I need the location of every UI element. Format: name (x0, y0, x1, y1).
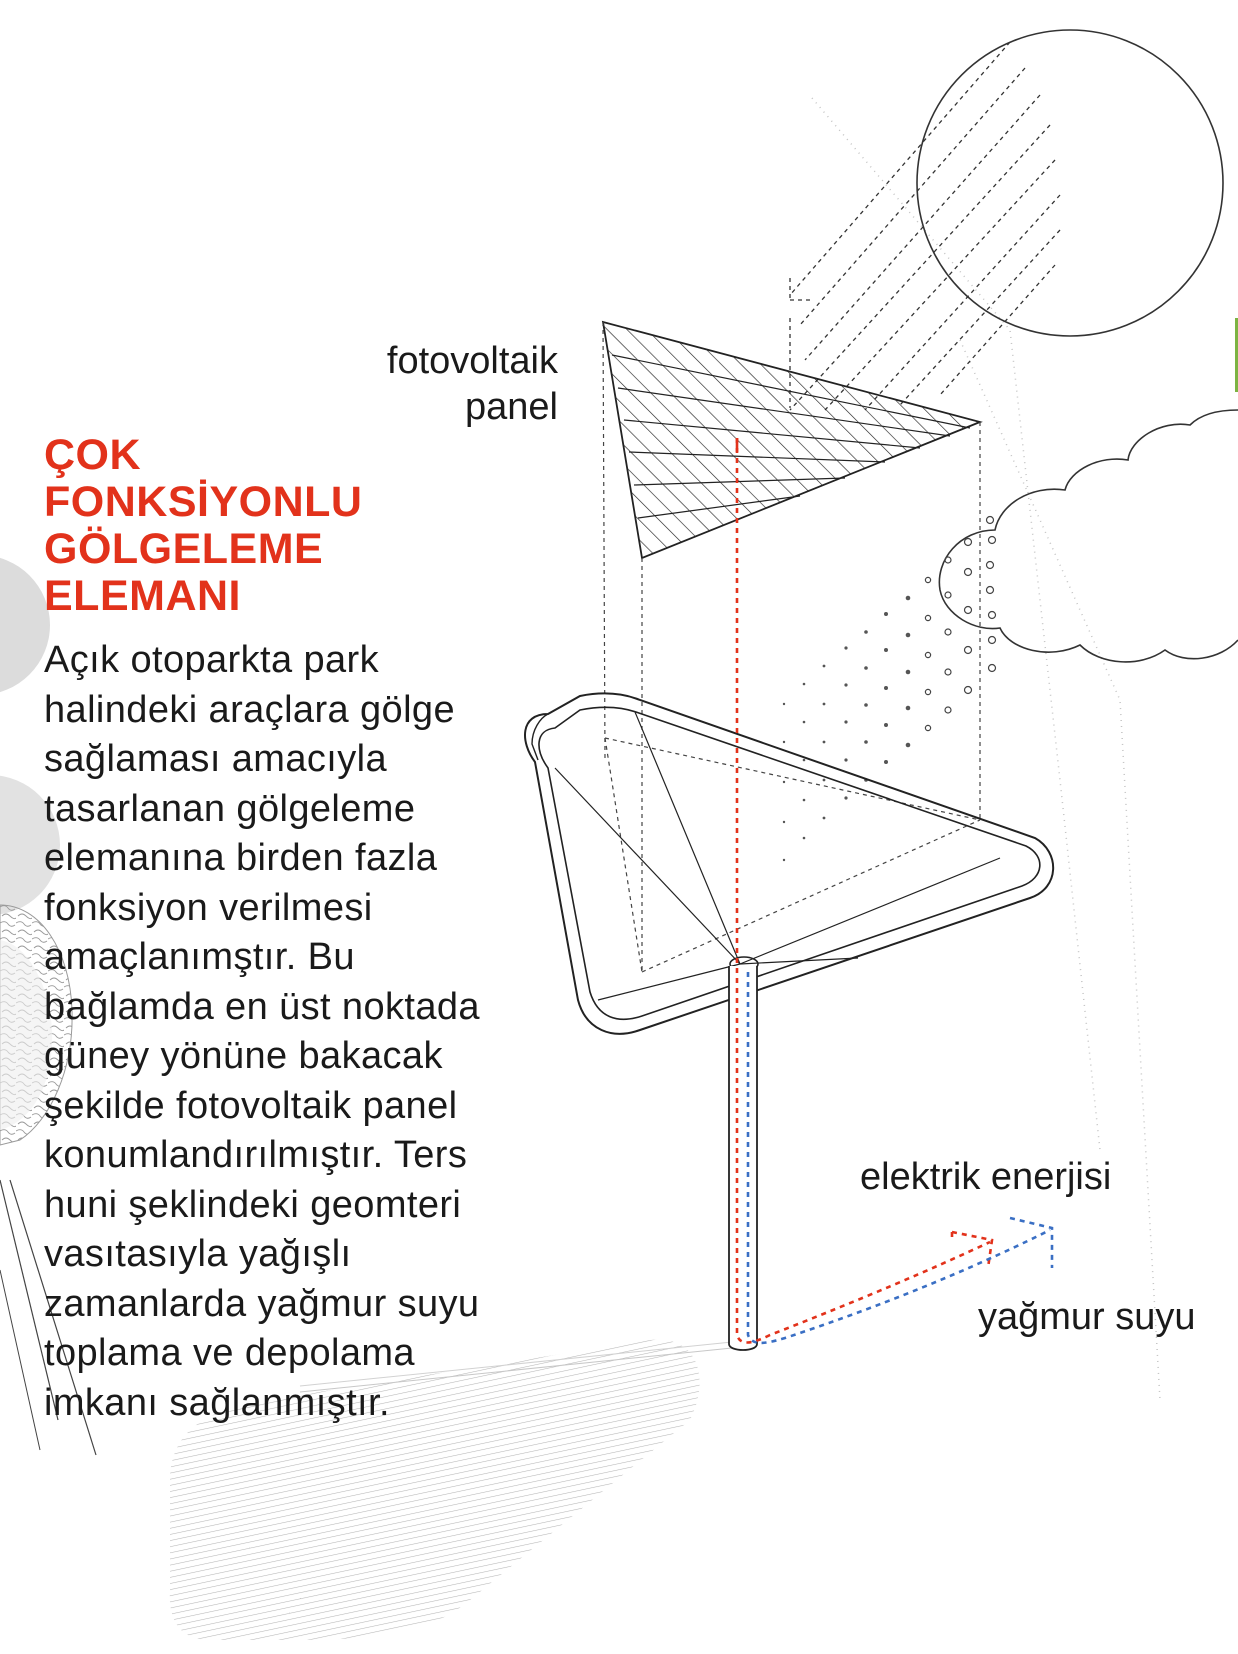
page-title (44, 432, 564, 620)
photovoltaic-panel-icon (603, 322, 980, 558)
description-line: bağlamda en üst noktada (44, 985, 480, 1028)
energy-flow-line (737, 438, 992, 1343)
photovoltaic-panel-label-line: panel (465, 386, 558, 428)
title-line: ÇOK (44, 431, 142, 479)
photovoltaic-panel-label (387, 338, 558, 430)
description-line: güney yönüne bakacak (44, 1035, 443, 1077)
description-line: elemanına birden fazla (44, 837, 438, 879)
photovoltaic-panel-label-line: fotovoltaik (386, 340, 558, 382)
description-line: amaçlanımştır. Bu (44, 936, 355, 978)
description-text (44, 636, 564, 1428)
rain-water-label: yağmur suyu (978, 1296, 1196, 1338)
description-line: sağlaması amacıyla (44, 738, 388, 780)
support-pole (729, 966, 757, 1350)
description-line: fonksiyon verilmesi (44, 886, 373, 929)
description-line: halindeki araçlara gölge (44, 688, 455, 731)
description-line: Açık otoparkta park (44, 639, 379, 681)
title-line: FONKSİYONLU (44, 478, 363, 526)
sun-rays (790, 42, 1060, 410)
electric-energy-label: elektrik enerjisi (860, 1156, 1112, 1198)
description-line: toplama ve depolama (44, 1332, 415, 1374)
description-line: şekilde fotovoltaik panel (44, 1084, 458, 1127)
description-line: imkanı sağlanmıştır. (44, 1381, 390, 1424)
title-line: GÖLGELEME (44, 525, 324, 573)
description-line: konumlandırılmıştır. Ters (44, 1134, 468, 1176)
rain-drops-icon (783, 517, 996, 862)
funnel-canopy-icon (525, 693, 1053, 1033)
description-line: vasıtasıyla yağışlı (44, 1233, 352, 1275)
description-line: huni şeklindeki geomteri (44, 1183, 462, 1226)
description-line: zamanlarda yağmur suyu (44, 1282, 480, 1325)
description-line: tasarlanan gölgeleme (44, 787, 416, 830)
title-line: ELEMANI (44, 572, 241, 620)
cloud-icon (939, 410, 1238, 662)
sun-icon (917, 30, 1223, 336)
